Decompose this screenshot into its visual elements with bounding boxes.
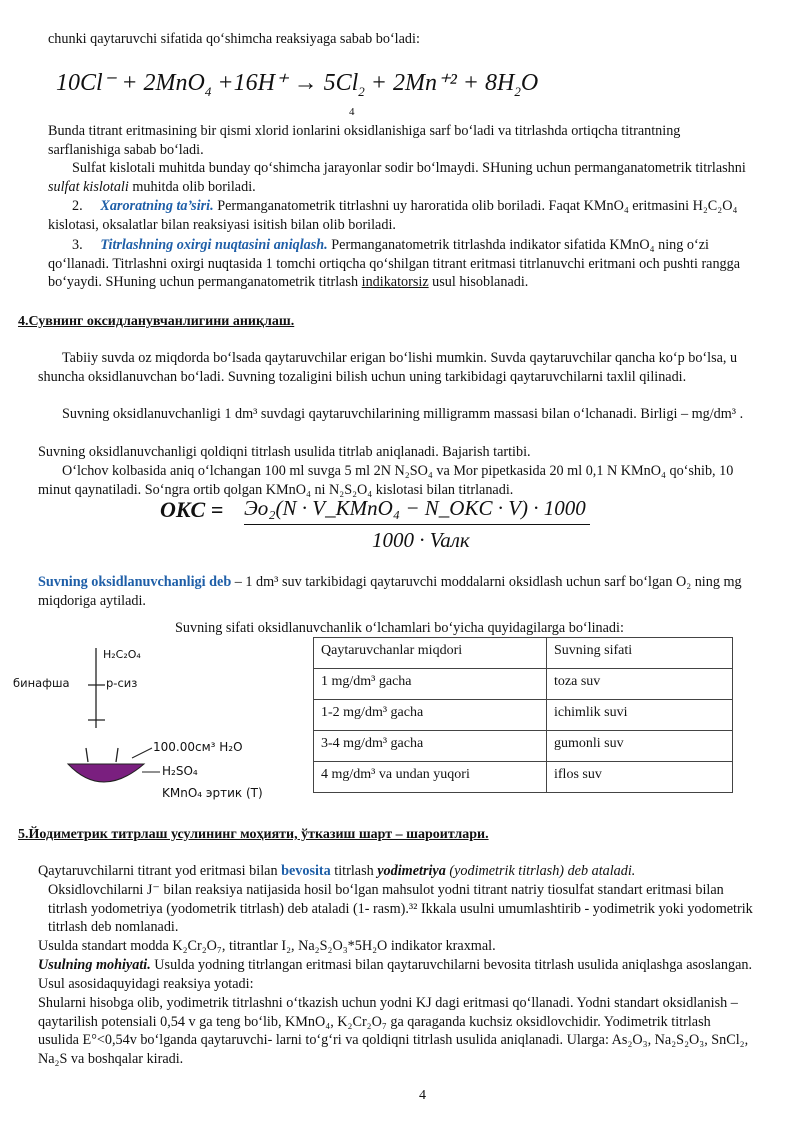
- text-italic: (yodimetrik titrlash) deb ataladi.: [445, 863, 636, 879]
- table-row: [314, 731, 733, 762]
- definition-term: Suvning: [38, 574, 88, 590]
- eq-mid: +16H⁺ → 5Cl: [211, 70, 359, 96]
- eq-sub: 4: [204, 83, 212, 99]
- table-cell: iflos suv: [547, 762, 733, 793]
- paragraph-sulfat: [48, 159, 748, 196]
- formula-lhs: OKC =: [160, 497, 224, 522]
- list-item-2: [48, 197, 748, 234]
- titration-sketch: [10, 640, 310, 810]
- table-cell: 4 mg/dm³ va undan yuqori: [314, 762, 547, 793]
- list-text: Permanganatometrik titrlashni uy haroratida olib boriladi. Faqat KMnO₄ eritmasini H₂C₂O₄ kislotasi, oksalatlar bilan reaksiyasi isitish bilan olib boriladi.: [48, 198, 738, 233]
- eq-lhs: 10Cl⁻ + 2MnO: [56, 70, 205, 96]
- table-cell: 3-4 mg/dm³ gacha: [314, 731, 547, 762]
- formula-numerator: Эo₂(N · V_KMnO₄ − N_OKC · V) · 1000: [244, 496, 586, 520]
- text: Qaytaruvchilarni titrant yod eritmasi bilan: [38, 863, 282, 879]
- diagram-label-water: 100.00см³ H₂O: [153, 740, 243, 754]
- table-row: [314, 669, 733, 700]
- eq-footnote-mark: 4: [349, 106, 355, 118]
- section-heading-5: 5.Йодиметрик титрлаш усулининг моҳияти, ўтказиш шарт – шароитлари.: [18, 827, 489, 842]
- definition-text: – 1 dm³ suv tarkibidagi qaytaruvchi moddalarni oksidlash uchun sarf bo‘lgan O₂ ning mg miqdoriga aytiladi.: [38, 574, 742, 609]
- paragraph-definition: [38, 573, 750, 610]
- page-number: 4: [419, 1088, 426, 1103]
- list-item-3: [48, 236, 748, 292]
- definition-term: oksidlanuvchanligi deb: [91, 574, 232, 590]
- paragraph-procedure: O‘lchov kolbasida aniq o‘lchangan 100 ml suvga 5 ml 2N N₂SO₄ va Mor pipetkasida 20 ml 0,1 N KMnO₄ qo‘shib, 10 minut qaynatiladi. So‘ngra ortib qolgan KMnO₄ ni N₂S₂O₄ kislotasi bilan titrlanadi.: [38, 463, 734, 498]
- paragraph-chloride: Bunda titrant eritmasining bir qismi xlorid ionlarini oksidlanishiga sarf bo‘ladi va titrlashda ortiqcha titrantning sarflanishiga sabab bo‘ladi.: [48, 123, 681, 158]
- underlined-text: indikatorsiz: [361, 274, 429, 291]
- eq-sub: 2: [514, 83, 521, 99]
- table-cell: gumonli suv: [547, 731, 733, 762]
- eq-rhs: + 2Mn⁺² + 8H: [364, 70, 515, 96]
- table-row: [314, 762, 733, 793]
- paragraph-oxidizability: Suvning oksidlanuvchanligi 1 dm³ suvdagi qaytaruvchilarining milligramm massasi bilan o‘lchanadi. Birligi – mg/dm³ .: [62, 406, 744, 422]
- text-bold-italic: yodimetriya: [377, 863, 446, 879]
- table-cell: ichimlik suvi: [547, 700, 733, 731]
- water-quality-table: [313, 637, 733, 793]
- table-cell: 1 mg/dm³ gacha: [314, 669, 547, 700]
- diagram-label-violet: бинафша: [13, 676, 70, 690]
- list-title: Xaroratning ta’siri.: [100, 198, 214, 214]
- table-header-row: [314, 638, 733, 669]
- table-row: [314, 700, 733, 731]
- section-heading-4: 4.Сувнинг оксидланувчанлигини аниқлаш.: [18, 314, 295, 329]
- paragraph-intro: chunki qaytaruvchi sifatida qo‘shimcha reaksiyaga sabab bo‘ladi:: [48, 31, 420, 47]
- text: Usulda yodning titrlangan eritmasi bilan qaytaruvchilarni bevosita titrlash usulida aniqlashga asoslangan. Usul asosidaquyidagi reaksiya yotadi:: [38, 957, 753, 992]
- list-text: usul hisoblanadi.: [428, 274, 529, 291]
- list-number: 2.: [72, 198, 83, 214]
- diagram-label-colorless: р-сиз: [106, 676, 138, 690]
- titration-diagram: [10, 640, 310, 810]
- paragraph-conclusion: Shularni hisobga olib, yodimetrik titrlashni o‘tkazish uchun yodni KJ dagi eritmasi qo‘llanadi. Yodni standart oksidlanish – qaytarilish potensiali 0,54 v ga teng bo‘lib, KMnO₄, K₂Cr₂O₇ ga qaraganda kuchsiz oksidlovchidir. Yodimetrik titrlash usulida E°<0,54v bo‘lganda qaytaruvchi- larni to‘g‘ri va qoldiqni titrlash usulida aniqlanadi. Ularga: As₂O₃, Na₂S₂O₃, SnCl₂, Na₂S va boshqalar kiradi.: [38, 995, 749, 1068]
- table-header-cell: Qaytaruvchanlar miqdori: [314, 638, 547, 669]
- paragraph-yodometriya: Oksidlovchilarni J⁻ bilan reaksiya natijasida hosil bo‘lgan mahsulot yodni titrant natriy tiosulfat standart eritmasi bilan titrlash yodometriya (yodometrik titrlash) deb ataladi (1- rasm).³² Ikkala usulni umumlashtirib - yodimetrik yoki yodometrik titrlash deb nomlanadi.: [48, 882, 753, 936]
- table-caption: Suvning sifati oksidlanuvchanlik o‘lchamlari bo‘yicha quyidagilarga bo‘linadi:: [175, 620, 624, 636]
- diagram-label-oxalic: H₂C₂O₄: [103, 648, 141, 661]
- text-italic: sulfat kislotali: [48, 178, 129, 195]
- diagram-label-kmno4: KMnO₄ эртик (T): [162, 786, 263, 800]
- paragraph-yodimetriya: [38, 862, 754, 881]
- list-text: Permanganatometrik titrlashda indikator sifatida KMnO₄ ning o‘zi qo‘llanadi. Titrlashni oxirgi nuqtasida 1 tomchi ortiqcha qo‘shilgan titrant eritmasi titrlanuvchi eritmani och pushti rangga bo‘yaydi. SHuning uchun permanganatometrik titrlash: [48, 237, 741, 291]
- formula-denominator: 1000 · Vaлк: [372, 528, 470, 552]
- paragraph-essence: [38, 956, 754, 993]
- oxidizability-formula: [160, 495, 223, 524]
- formula-fraction-bar: [244, 524, 590, 525]
- text: titrlash: [330, 863, 378, 879]
- paragraph-natural-water: Tabiiy suvda oz miqdorda bo‘lsada qaytaruvchilar erigan bo‘lishi mumkin. Suvda qaytaruvchilar qancha ko‘p bo‘lsa, u shuncha oksidlanuvchan bo‘ladi. Suvning tozaligini bilish uchun uning tarkibidagi qaytaruvchilarni taxlil qilinadi.: [38, 350, 738, 385]
- diagram-label-acid: H₂SO₄: [162, 764, 198, 778]
- table-cell: toza suv: [547, 669, 733, 700]
- text: Sulfat kislotali muhitda bunday qo‘shimcha jarayonlar sodir bo‘lmaydi. SHuning uchun permanganatometrik titrlashni: [72, 160, 746, 176]
- text: muhitda olib boriladi.: [128, 178, 256, 195]
- table-cell: 1-2 mg/dm³ gacha: [314, 700, 547, 731]
- eq-sub: 2: [358, 83, 365, 99]
- paragraph-method: Suvning oksidlanuvchanligi qoldiqni titrlash usulida titrlab aniqlanadi. Bajarish tartibi.: [38, 444, 531, 460]
- list-title: Titrlashning oxirgi nuqtasini aniqlash.: [100, 237, 328, 253]
- text-bold-italic: Usulning mohiyati.: [38, 957, 151, 973]
- eq-end: O: [520, 70, 539, 96]
- table-header-cell: Suvning sifati: [547, 638, 733, 669]
- paragraph-standard: Usulda standart modda K₂Cr₂O₇, titrantlar I₂, Na₂S₂O₃*5H₂O indikator kraxmal.: [38, 938, 496, 954]
- table-body: [314, 638, 733, 793]
- text-highlight: bevosita: [281, 863, 331, 879]
- reaction-equation: [56, 68, 538, 100]
- list-number: 3.: [72, 237, 83, 253]
